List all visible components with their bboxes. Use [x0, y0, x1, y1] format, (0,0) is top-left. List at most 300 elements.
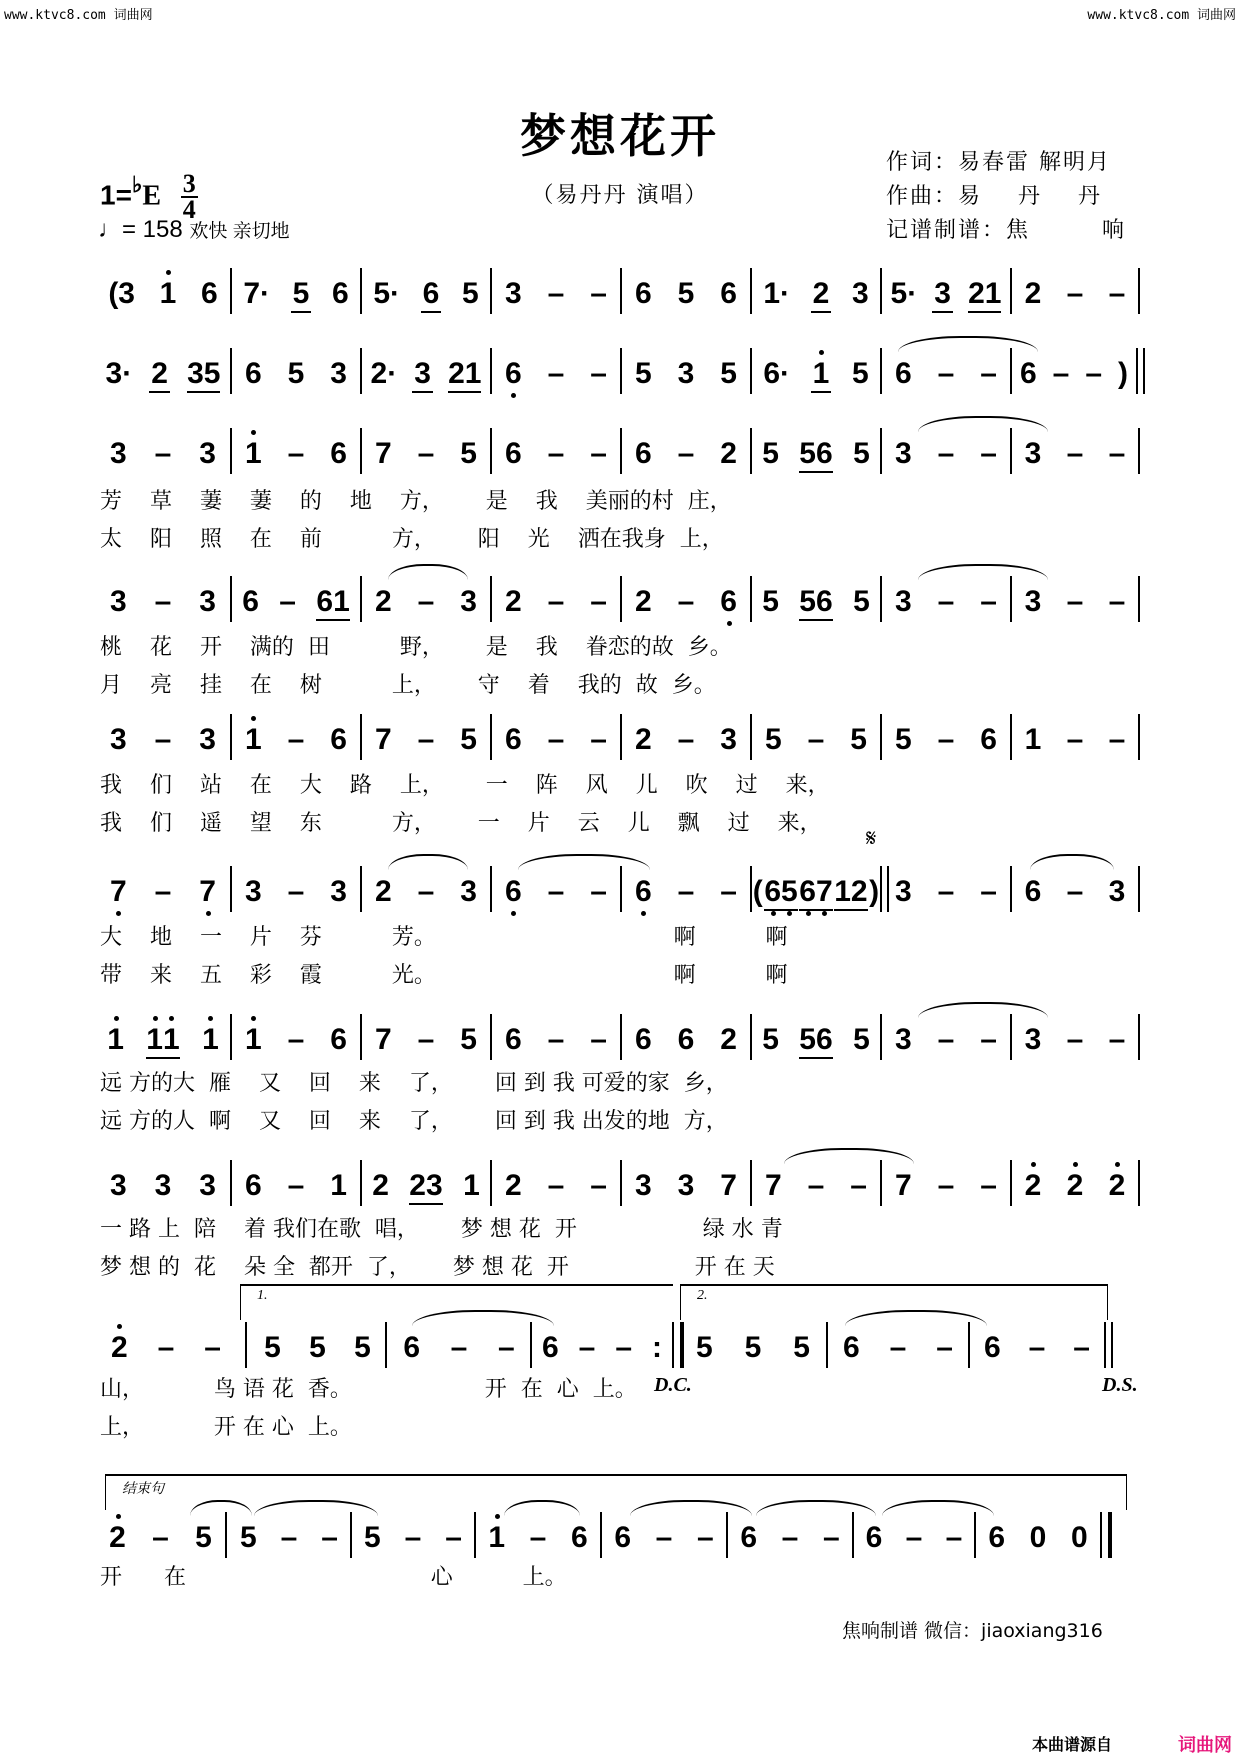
note: 6 — [331, 277, 349, 310]
measure — [882, 274, 1010, 314]
note: 3 — [1108, 875, 1126, 908]
note: 1 — [245, 1024, 262, 1056]
note: 5 — [239, 1521, 257, 1554]
measure — [232, 1020, 360, 1060]
note: 5 — [793, 1331, 810, 1364]
measure — [752, 434, 880, 474]
measure — [828, 1328, 968, 1368]
measure — [976, 1518, 1100, 1558]
low-octave-dot — [511, 911, 516, 916]
note: 3 — [720, 723, 737, 756]
dash-note: – — [1066, 277, 1084, 310]
note: 7 — [816, 876, 833, 908]
dash-note: – — [937, 1023, 955, 1056]
dash-note: – — [417, 1023, 435, 1056]
note: 5 — [195, 1521, 212, 1554]
note: 6 — [244, 1169, 262, 1202]
note: 2 — [151, 358, 168, 390]
dash-note: – — [321, 1521, 338, 1554]
measure — [96, 1020, 230, 1060]
measure — [882, 582, 1010, 622]
dash-note: – — [417, 585, 435, 618]
note: 6 — [403, 1331, 420, 1364]
note: 2 — [504, 585, 522, 618]
tie-slur — [898, 336, 1038, 352]
dash-note: – — [1066, 585, 1084, 618]
measure — [352, 1518, 474, 1558]
high-octave-dot — [251, 716, 256, 721]
eighth-underline — [412, 391, 433, 393]
transcriber-credit: 焦响制谱 微信：jiaoxiang316 — [842, 1620, 1103, 1642]
measure — [232, 720, 360, 760]
bar-line — [1138, 1160, 1140, 1206]
dash-note: – — [615, 1331, 633, 1364]
note: 6 — [504, 437, 522, 470]
note: 5 — [853, 585, 870, 618]
note: 6 — [983, 1331, 1001, 1364]
notes-line — [0, 1160, 1240, 1210]
note: 1 — [146, 1024, 163, 1056]
low-octave-dot — [787, 911, 792, 916]
lyric-line: 太 阳 照 在 前 方， 阳 光 洒在我身 上， — [100, 527, 724, 552]
note: 3 — [894, 437, 912, 470]
dash-note: – — [279, 585, 296, 618]
lyric-line: 远 方的人 啊 又 回 来 了， 回 到 我 出发的地 方， — [100, 1109, 728, 1134]
segno-icon: 𝄋 — [866, 824, 877, 852]
dash-note: – — [1085, 357, 1103, 390]
note: 3 — [1024, 585, 1042, 618]
measure — [388, 1328, 530, 1368]
note: 6 — [614, 1521, 631, 1554]
measure — [622, 1166, 750, 1206]
note: 2 — [109, 1522, 126, 1554]
dash-note: – — [417, 437, 435, 470]
note: 3 — [460, 585, 477, 618]
note: 5 — [203, 357, 221, 390]
note: 5 — [762, 585, 779, 618]
dash-note: – — [547, 357, 565, 390]
high-octave-dot — [166, 270, 171, 275]
note: 2 — [634, 585, 652, 618]
note: 3 — [894, 1023, 912, 1056]
dash-note: – — [590, 1023, 607, 1056]
eighth-underline — [811, 391, 832, 393]
dash-note: – — [590, 723, 607, 756]
note: 3 — [199, 437, 216, 470]
note: 2 — [374, 585, 392, 618]
note: 6 — [200, 277, 218, 310]
measure — [362, 434, 490, 474]
low-octave-dot — [806, 911, 811, 916]
key-note: E — [142, 180, 162, 212]
note: 3 — [414, 358, 431, 390]
dash-note: – — [945, 1521, 963, 1554]
note: 6 — [677, 1023, 695, 1056]
high-octave-dot — [251, 430, 256, 435]
note: 6 — [634, 437, 652, 470]
measure — [1012, 1166, 1138, 1206]
note: 2 — [1025, 1170, 1042, 1202]
measure — [752, 582, 880, 622]
note: 3 — [894, 875, 912, 908]
measure — [476, 1518, 600, 1558]
singer-credit: （易丹丹 演唱） — [531, 183, 709, 208]
tie-slur — [1030, 854, 1114, 870]
note: 3 — [187, 357, 204, 390]
high-octave-dot — [819, 350, 824, 355]
note: 5 — [853, 1023, 870, 1056]
lyric-line: 桃 花 开 满的 田 野， 是 我 眷恋的故 乡。 — [100, 635, 732, 660]
note: : — [652, 1331, 662, 1364]
note: 6 — [799, 876, 816, 908]
navigation-mark: D.C. — [654, 1374, 692, 1396]
measure — [752, 1020, 880, 1060]
bar-line — [1138, 268, 1140, 314]
note: 5 — [799, 585, 816, 618]
note: 3 — [504, 277, 522, 310]
note: 6 — [316, 585, 334, 618]
note: 6 — [1019, 357, 1037, 390]
volta-label: 结束句 — [122, 1482, 164, 1497]
bar-line — [1104, 1322, 1113, 1368]
note: 6 — [541, 1331, 559, 1364]
dash-note: – — [937, 437, 955, 470]
dash-note: – — [1052, 357, 1070, 390]
quarter-note-icon: ♩ — [98, 216, 122, 243]
dash-note: – — [1108, 723, 1126, 756]
note: 3 — [199, 585, 216, 618]
measure — [1012, 434, 1138, 474]
note: 7 — [110, 876, 127, 908]
note: 5 — [695, 1331, 713, 1364]
dash-note: – — [807, 723, 825, 756]
dash-note: – — [937, 1169, 955, 1202]
dash-note: – — [157, 1331, 175, 1364]
watermark-right: www.ktvc8.com 词曲网 — [1087, 8, 1236, 23]
note: 2 — [111, 1332, 128, 1364]
measure — [232, 274, 360, 314]
note: 5 — [264, 1331, 281, 1364]
dash-note: – — [152, 1521, 169, 1554]
measure — [752, 1166, 880, 1206]
eighth-underline — [811, 311, 832, 313]
measure — [532, 1328, 672, 1368]
high-octave-dot — [1073, 1162, 1078, 1167]
beamed-group — [764, 876, 797, 908]
beam-underline — [834, 909, 867, 911]
measure — [362, 582, 490, 622]
note: 1 — [330, 1169, 347, 1202]
dash-note: – — [937, 357, 955, 390]
note: 3 — [109, 437, 127, 470]
dash-note: – — [980, 585, 997, 618]
measure — [752, 720, 880, 760]
low-octave-dot — [116, 911, 121, 916]
bar-line — [1138, 576, 1140, 622]
dash-note: – — [547, 277, 565, 310]
note: 1 — [245, 438, 262, 470]
note: 5 — [720, 357, 737, 390]
beamed-group — [799, 438, 832, 470]
note: 6 — [570, 1521, 588, 1554]
bar-line — [1100, 1512, 1112, 1558]
beamed-group — [834, 876, 867, 908]
note: 7· — [243, 277, 270, 310]
note: 6 — [634, 1023, 652, 1056]
tempo-value: = 158 — [122, 216, 183, 243]
tie-slur — [784, 1148, 914, 1164]
tie-slur — [518, 854, 650, 870]
dash-note: – — [154, 585, 172, 618]
note: 1 — [463, 1169, 480, 1202]
note: 5 — [851, 357, 869, 390]
navigation-mark: D.S. — [1102, 1374, 1138, 1396]
beam-underline — [799, 619, 832, 621]
dash-note: – — [445, 1521, 462, 1554]
note: 6 — [842, 1331, 860, 1364]
high-octave-dot — [1031, 1162, 1036, 1167]
tie-slur — [388, 564, 468, 580]
dash-note: – — [696, 1521, 714, 1554]
note: 5 — [309, 1331, 326, 1364]
note: 3 — [199, 723, 216, 756]
dash-note: – — [154, 437, 172, 470]
note: 2 — [968, 277, 985, 310]
note: 6 — [894, 357, 912, 390]
dash-note: – — [154, 875, 172, 908]
beam-underline — [799, 1057, 832, 1059]
note: 7 — [764, 1169, 782, 1202]
note: 3 — [1024, 437, 1042, 470]
measure — [1012, 1020, 1138, 1060]
note: 6 — [330, 723, 347, 756]
note: 6 — [330, 1023, 347, 1056]
dash-note: – — [936, 1331, 953, 1364]
note: 3 — [330, 875, 347, 908]
note: 3 — [677, 1169, 695, 1202]
measure — [96, 1166, 230, 1206]
beamed-group — [409, 1170, 442, 1202]
dash-note: – — [655, 1521, 673, 1554]
dash-note: – — [937, 875, 955, 908]
note: 6 — [505, 358, 522, 390]
dash-note: – — [590, 1169, 607, 1202]
bar-line — [245, 1322, 247, 1368]
note: 6 — [634, 277, 652, 310]
dash-note: – — [889, 1331, 907, 1364]
note: 6 — [423, 278, 440, 310]
measure — [882, 434, 1010, 474]
eighth-underline — [149, 391, 170, 393]
note: 6 — [635, 876, 652, 908]
measure — [362, 720, 490, 760]
dash-note: – — [1066, 1023, 1084, 1056]
lyric-line: 我 们 站 在 大 路 上， 一 阵 风 儿 吹 过 来， — [100, 773, 830, 798]
note: 5 — [799, 1023, 816, 1056]
note: 6 — [815, 1023, 833, 1056]
high-octave-dot — [208, 1016, 213, 1021]
dash-note: – — [547, 723, 565, 756]
note: 3 — [460, 875, 477, 908]
dash-note: – — [677, 585, 695, 618]
note: 5 — [293, 278, 310, 310]
note: 6 — [244, 357, 262, 390]
measure — [622, 274, 750, 314]
note: 0 — [1070, 1521, 1088, 1554]
note: 2 — [504, 1169, 522, 1202]
high-octave-dot — [169, 1016, 174, 1021]
note: 2 — [720, 437, 737, 470]
arranger-credit: 记谱制谱：焦 响 — [886, 218, 1126, 243]
lyric-line: 带 来 五 彩 霞 光。 啊 啊 — [100, 963, 788, 988]
lyric-line: 我 们 遥 望 东 方， 一 片 云 儿 飘 过 来， — [100, 811, 822, 836]
dash-note: – — [417, 723, 435, 756]
bar-line — [1136, 348, 1145, 394]
note: 5 — [363, 1521, 381, 1554]
beamed-group — [448, 358, 481, 390]
measure — [232, 582, 360, 622]
measure — [622, 872, 750, 912]
measure — [96, 434, 230, 474]
measure — [232, 872, 360, 912]
note: 2 — [1067, 1170, 1084, 1202]
measure — [96, 1518, 225, 1558]
measure — [882, 1166, 1010, 1206]
measure — [622, 582, 750, 622]
measure — [728, 1518, 852, 1558]
high-octave-dot — [495, 1514, 500, 1519]
measure — [752, 274, 880, 314]
note: 1 — [488, 1522, 505, 1554]
beam-underline — [799, 909, 832, 911]
dash-note: – — [1108, 1023, 1126, 1056]
measure — [96, 720, 230, 760]
dash-note: – — [980, 1169, 997, 1202]
measure — [882, 872, 1010, 912]
bar-line — [1138, 1014, 1140, 1060]
beam-underline — [146, 1057, 179, 1059]
dash-note: – — [677, 437, 695, 470]
dash-note: – — [1066, 875, 1084, 908]
note: 5· — [373, 277, 400, 310]
key-prefix: 1= — [100, 179, 132, 211]
low-octave-dot — [206, 911, 211, 916]
beamed-group — [968, 278, 1001, 310]
watermark-left: www.ktvc8.com 词曲网 — [4, 8, 153, 23]
measure — [854, 1518, 974, 1558]
dash-note: – — [529, 1521, 547, 1554]
tie-slur — [918, 564, 1048, 580]
note: 3· — [105, 357, 133, 390]
note: 6 — [980, 723, 997, 756]
dash-note: – — [1108, 277, 1126, 310]
beam-underline — [968, 311, 1001, 313]
note: 5 — [764, 723, 782, 756]
note: (3 — [108, 277, 135, 310]
beam-underline — [187, 391, 220, 393]
measure — [362, 1166, 490, 1206]
dash-note: – — [590, 277, 607, 310]
note: 3 — [109, 723, 127, 756]
bar-line — [1138, 428, 1140, 474]
note: 1 — [107, 1024, 124, 1056]
dash-note: – — [590, 437, 607, 470]
note: 2 — [374, 875, 392, 908]
measure — [492, 582, 620, 622]
measure — [970, 1328, 1104, 1368]
dash-note: – — [677, 723, 695, 756]
beam-underline — [409, 1203, 442, 1205]
note: 2 — [720, 1023, 737, 1056]
measure — [228, 1518, 350, 1558]
note: 3 — [244, 875, 262, 908]
dash-note: – — [1066, 723, 1084, 756]
note: 5 — [853, 437, 870, 470]
dash-note: – — [781, 1521, 799, 1554]
dash-note: – — [937, 585, 955, 618]
note: 5 — [894, 723, 912, 756]
beamed-group — [799, 876, 832, 908]
note: 5 — [781, 876, 798, 908]
note: 5 — [677, 277, 695, 310]
measure — [96, 354, 230, 394]
lyric-line: 芳 草 萋 萋 的 地 方， 是 我 美丽的村 庄， — [100, 489, 732, 514]
dash-note: – — [807, 1169, 825, 1202]
dash-note: – — [677, 875, 695, 908]
note: 2 — [372, 1169, 389, 1202]
dash-note: – — [1073, 1331, 1090, 1364]
bar-line — [225, 1512, 227, 1558]
note: 5 — [634, 357, 652, 390]
measure — [680, 1328, 826, 1368]
time-denominator: 4 — [182, 195, 196, 224]
measure — [622, 720, 750, 760]
note: 5 — [460, 1023, 477, 1056]
lyric-line: 月 亮 挂 在 树 上， 守 着 我的 故 乡。 — [100, 673, 716, 698]
note: 7 — [374, 723, 392, 756]
note: 6 — [330, 437, 347, 470]
note: 6 — [720, 586, 737, 618]
dash-note: – — [590, 585, 607, 618]
measure — [492, 434, 620, 474]
beamed-group — [799, 1024, 832, 1056]
source-brand-link[interactable]: 词曲网 — [1178, 1735, 1232, 1756]
note: 6 — [1024, 875, 1042, 908]
note: 2 — [813, 278, 830, 310]
note: 6 — [504, 723, 522, 756]
measure — [882, 1020, 1010, 1060]
measure — [492, 720, 620, 760]
dash-note: – — [1108, 585, 1126, 618]
notes-line — [0, 866, 1240, 916]
dash-note: – — [590, 357, 607, 390]
note: 3 — [1024, 1023, 1042, 1056]
note: ( — [752, 875, 763, 908]
notes-line — [0, 268, 1240, 318]
measure — [602, 1518, 726, 1558]
note: 5 — [744, 1331, 762, 1364]
measure — [622, 354, 750, 394]
note: 2· — [370, 357, 398, 390]
beam-underline — [316, 619, 349, 621]
tempo-expression: 欢快 亲切地 — [189, 221, 290, 242]
eighth-underline — [932, 311, 953, 313]
note: 3 — [109, 585, 127, 618]
note: 3 — [154, 1169, 172, 1202]
measure — [492, 872, 620, 912]
measure — [882, 354, 1010, 394]
low-octave-dot — [822, 911, 827, 916]
